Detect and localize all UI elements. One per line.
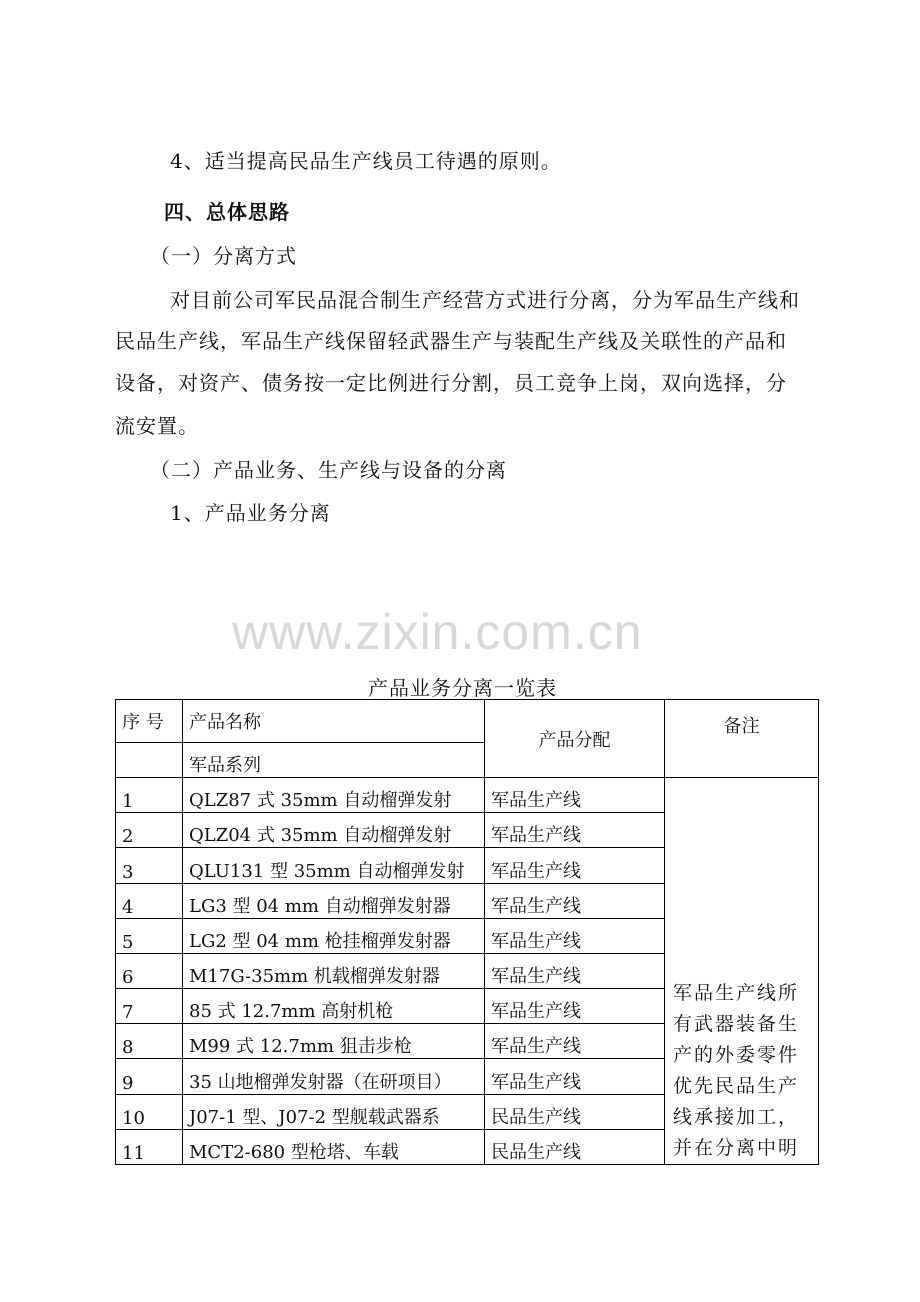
body-line-1: 对目前公司军民品混合制生产经营方式进行分离，分为军品生产线和	[170, 288, 800, 312]
row-product-name: QLZ87 式 35mm 自动榴弹发射	[183, 778, 485, 813]
row-product-name: M17G-35mm 机载榴弹发射器	[183, 953, 485, 988]
row-allocation: 军品生产线	[485, 1024, 665, 1059]
row-allocation: 军品生产线	[485, 989, 665, 1024]
header-no: 序 号	[116, 700, 183, 743]
row-number: 7	[116, 989, 183, 1024]
body-line-2: 民品生产线，军品生产线保留轻武器生产与装配生产线及关联性的产品和	[115, 329, 787, 353]
header-remark: 备注	[665, 700, 819, 778]
row-product-name: LG2 型 04 mm 枪挂榴弹发射器	[183, 918, 485, 953]
row-product-name: 85 式 12.7mm 高射机枪	[183, 989, 485, 1024]
row-number: 11	[116, 1129, 183, 1164]
row-number: 6	[116, 953, 183, 988]
row-product-name: LG3 型 04 mm 自动榴弹发射器	[183, 883, 485, 918]
body-line-4: 流安置。	[115, 414, 199, 438]
row-allocation: 军品生产线	[485, 953, 665, 988]
row-allocation: 军品生产线	[485, 918, 665, 953]
table-header-row	[116, 700, 819, 743]
paragraph-principle-4: 4、适当提高民品生产线员工待遇的原则。	[170, 149, 562, 173]
row-product-name: QLZ04 式 35mm 自动榴弹发射	[183, 813, 485, 848]
row-number: 10	[116, 1094, 183, 1129]
row-number: 5	[116, 918, 183, 953]
table-row	[116, 778, 819, 813]
row-allocation: 民品生产线	[485, 1129, 665, 1164]
row-product-name: J07-1 型、J07-2 型舰载武器系	[183, 1094, 485, 1129]
row-number: 8	[116, 1024, 183, 1059]
product-separation-table	[115, 699, 819, 1165]
section-heading-4: 四、总体思路	[164, 200, 290, 224]
row-allocation: 军品生产线	[485, 778, 665, 813]
row-number: 9	[116, 1059, 183, 1094]
row-allocation: 军品生产线	[485, 1059, 665, 1094]
header-no-blank	[116, 743, 183, 778]
header-product-name: 产品名称	[183, 700, 485, 743]
row-allocation: 民品生产线	[485, 1094, 665, 1129]
row-product-name: 35 山地榴弹发射器（在研项目）	[183, 1059, 485, 1094]
body-line-3: 设备，对资产、债务按一定比例进行分割，员工竞争上岗，双向选择，分	[115, 371, 787, 395]
row-product-name: QLU131 型 35mm 自动榴弹发射	[183, 848, 485, 883]
item-product-business-separation: 1、产品业务分离	[170, 501, 331, 525]
row-product-name: M99 式 12.7mm 狙击步枪	[183, 1024, 485, 1059]
remark-note: 军品生产线所有武器装备生产的外委零件优先民品生产线承接加工，并在分离中明	[665, 778, 819, 1165]
row-allocation: 军品生产线	[485, 848, 665, 883]
table-caption: 产品业务分离一览表	[368, 676, 557, 700]
row-number: 3	[116, 848, 183, 883]
row-number: 1	[116, 778, 183, 813]
row-product-name: MCT2-680 型枪塔、车载	[183, 1129, 485, 1164]
subheading-product-separation: （二）产品业务、生产线与设备的分离	[150, 458, 507, 482]
row-number: 2	[116, 813, 183, 848]
row-allocation: 军品生产线	[485, 813, 665, 848]
header-series: 军品系列	[183, 743, 485, 778]
subheading-separation-method: （一）分离方式	[150, 244, 297, 268]
header-allocation: 产品分配	[485, 700, 665, 778]
row-allocation: 军品生产线	[485, 883, 665, 918]
row-number: 4	[116, 883, 183, 918]
watermark: www.zixin.com.cn	[232, 604, 643, 660]
